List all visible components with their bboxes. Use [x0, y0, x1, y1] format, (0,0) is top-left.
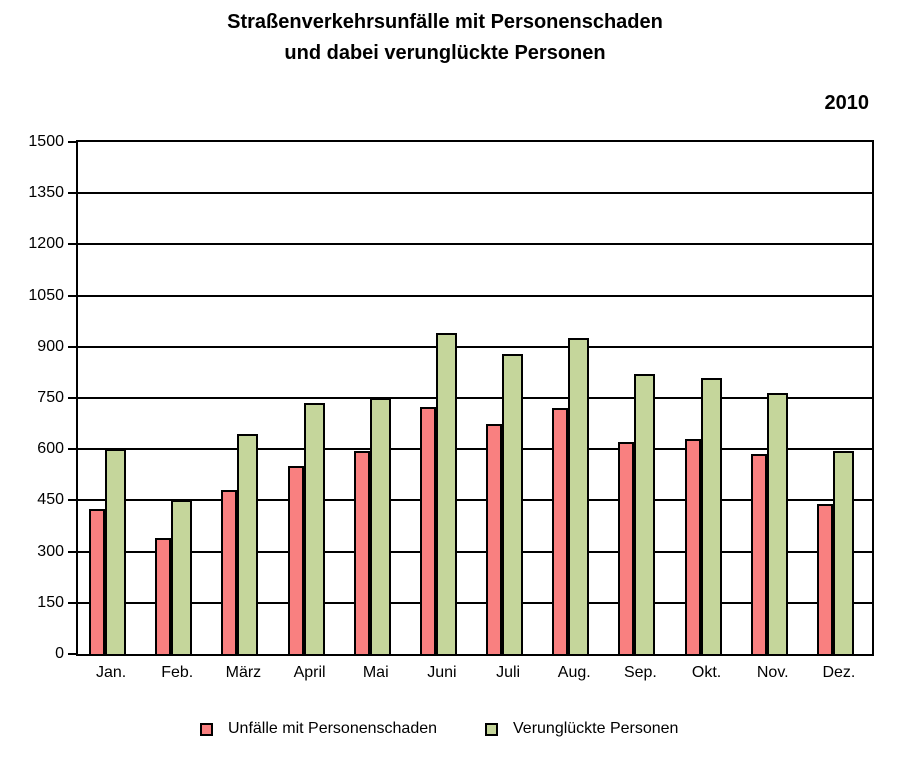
chart-title-line1: Straßenverkehrsunfälle mit Personenschaden	[227, 11, 663, 33]
x-axis-label: Juni	[427, 664, 457, 681]
y-axis-tick	[68, 295, 76, 297]
x-axis-label: Jan.	[95, 664, 127, 681]
legend-swatch-verunglueckte	[485, 723, 498, 736]
legend-label-verunglueckte: Verunglückte Personen	[513, 720, 679, 737]
x-axis-label: Sep.	[623, 664, 657, 681]
bar-unfaelle	[685, 439, 701, 654]
y-axis-tick	[68, 243, 76, 245]
bar-verunglueckte	[833, 451, 854, 654]
y-axis-label: 600	[37, 440, 64, 458]
chart-title	[0, 7, 890, 69]
gridline	[78, 192, 872, 194]
y-axis-label: 1050	[28, 286, 64, 304]
x-axis-label: Juli	[496, 664, 521, 681]
bar-verunglueckte	[767, 393, 788, 654]
bar-unfaelle	[288, 466, 304, 654]
bar-unfaelle	[89, 509, 105, 654]
y-axis-tick	[68, 192, 76, 194]
y-axis-tick	[68, 499, 76, 501]
gridline	[78, 295, 872, 297]
y-axis-label: 450	[37, 491, 64, 509]
year-label: 2010	[824, 92, 869, 114]
bar-verunglueckte	[171, 500, 192, 654]
y-axis-tick	[68, 448, 76, 450]
y-axis-label: 0	[55, 645, 64, 662]
x-axis-label: Feb.	[161, 664, 194, 681]
bar-unfaelle	[155, 538, 171, 654]
y-axis-label: 1350	[28, 184, 64, 202]
legend-item-unfaelle	[200, 720, 437, 738]
y-axis-label: 900	[37, 337, 64, 355]
gridline	[78, 448, 872, 450]
y-axis-label: 150	[37, 593, 64, 611]
bar-verunglueckte	[304, 403, 325, 654]
legend-swatch-unfaelle	[200, 723, 213, 736]
bar-verunglueckte	[634, 374, 655, 654]
bar-verunglueckte	[436, 333, 457, 654]
plot-area	[76, 140, 874, 656]
gridline	[78, 243, 872, 245]
x-axis-label: März	[225, 664, 262, 681]
x-axis-label: Dez.	[822, 664, 856, 681]
y-axis-label: 1200	[28, 235, 64, 253]
y-axis-tick	[68, 602, 76, 604]
legend-item-verunglueckte	[485, 720, 678, 738]
x-axis-label: Okt.	[691, 664, 722, 681]
x-axis-label: April	[293, 664, 326, 681]
bar-verunglueckte	[105, 449, 126, 654]
y-axis-tick	[68, 141, 76, 143]
x-axis-label: Mai	[362, 664, 389, 681]
bar-verunglueckte	[568, 338, 589, 654]
bar-unfaelle	[486, 424, 502, 654]
bar-unfaelle	[420, 407, 436, 654]
bar-unfaelle	[221, 490, 237, 654]
bar-unfaelle	[354, 451, 370, 654]
gridline	[78, 346, 872, 348]
chart-title-line2: und dabei verunglückte Personen	[284, 42, 606, 64]
bar-verunglueckte	[502, 354, 523, 654]
legend-label-unfaelle: Unfälle mit Personenschaden	[228, 720, 438, 737]
y-axis-tick	[68, 551, 76, 553]
x-axis-label: Aug.	[557, 664, 591, 681]
bar-verunglueckte	[237, 434, 258, 654]
bar-unfaelle	[618, 442, 634, 654]
bar-unfaelle	[552, 408, 568, 654]
y-axis-label: 1500	[28, 133, 64, 150]
y-axis-label: 300	[37, 542, 64, 560]
y-axis-tick	[68, 346, 76, 348]
gridline	[78, 397, 872, 399]
y-axis-tick	[68, 397, 76, 399]
bar-unfaelle	[751, 454, 767, 654]
y-axis-label: 750	[37, 389, 64, 406]
bar-unfaelle	[817, 504, 833, 654]
bar-verunglueckte	[370, 398, 391, 654]
y-axis-tick	[68, 653, 76, 655]
x-axis-label: Nov.	[756, 664, 789, 681]
bar-verunglueckte	[701, 378, 722, 654]
